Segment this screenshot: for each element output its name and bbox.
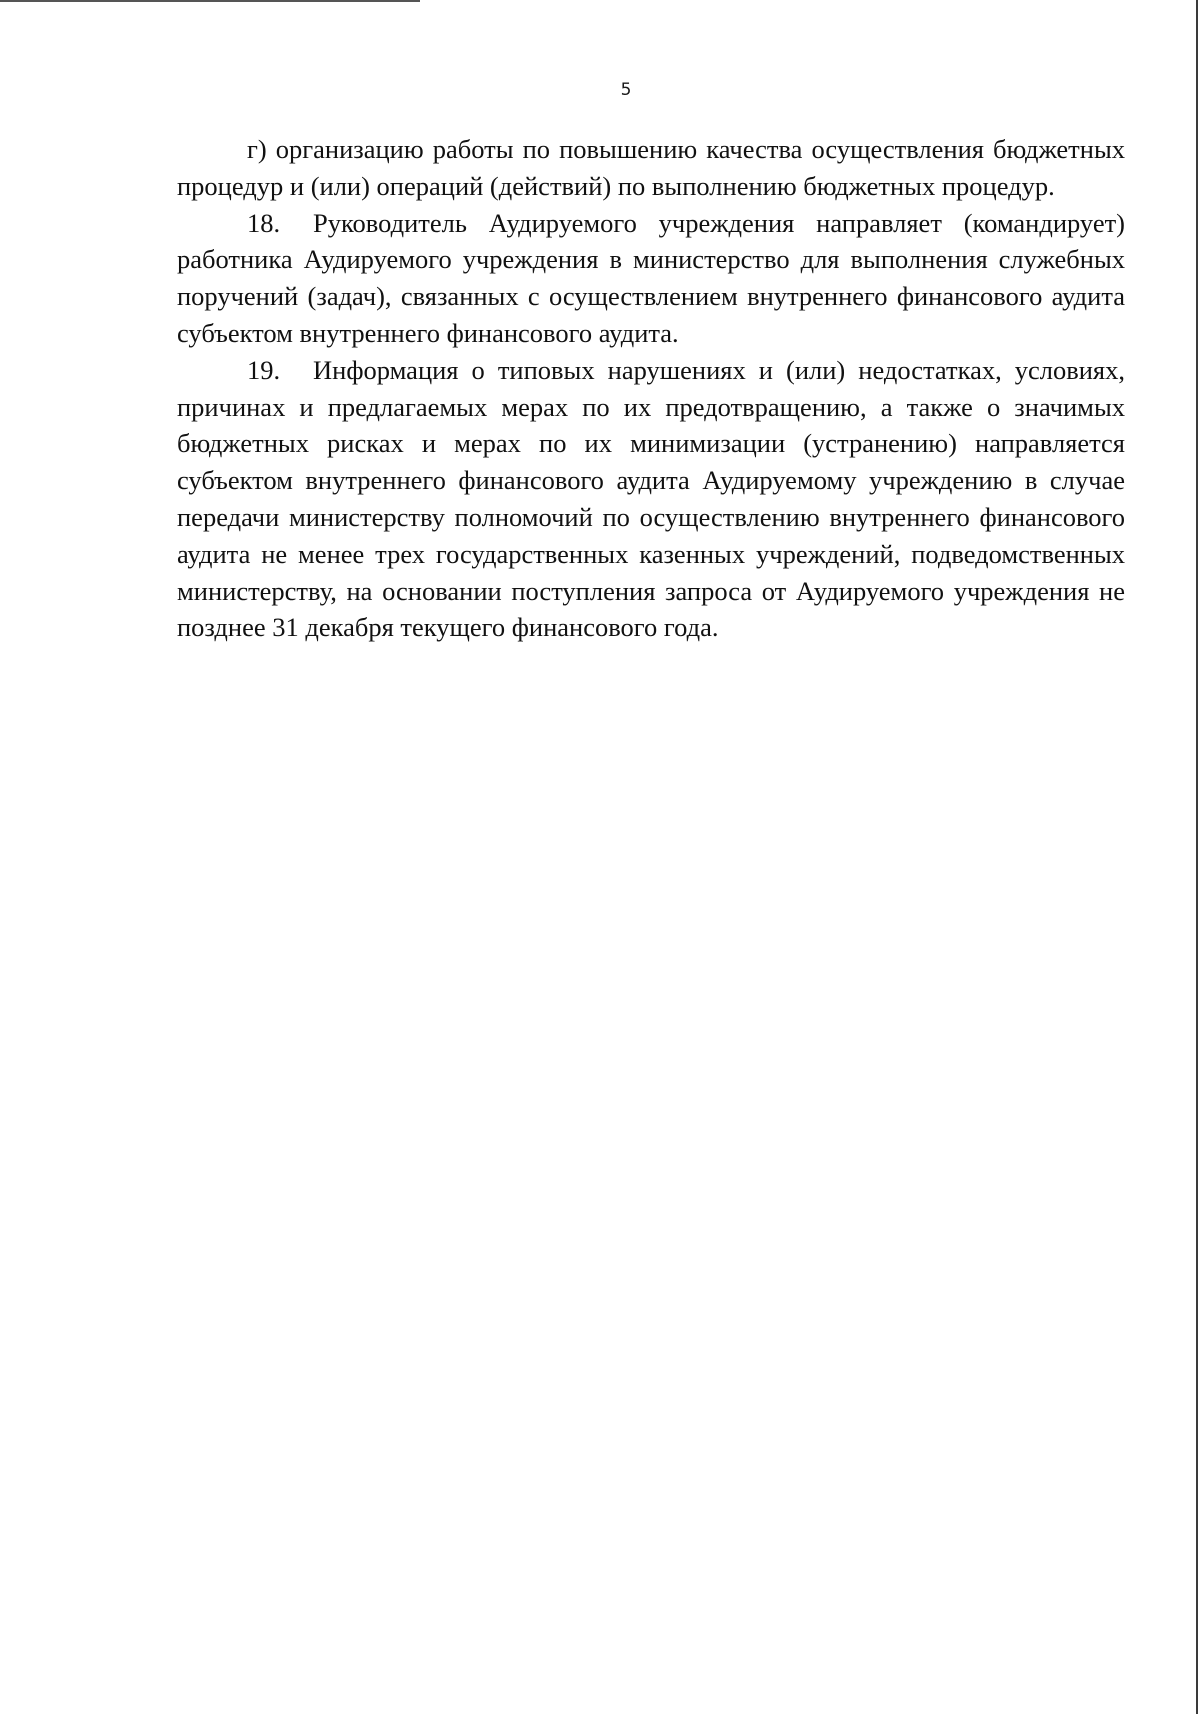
paragraph-18 <box>177 205 1125 352</box>
paragraph-18-text: Руководитель Аудируемого учреждения направляет (командирует) работника Аудируемого учреждения в министерство для выполнения служебных поручений (задач), связанных с осуществлением внутреннего финансового аудита субъектом внутреннего финансового аудита. <box>177 207 1125 348</box>
document-body <box>177 131 1125 646</box>
scan-edge-top <box>0 0 420 2</box>
paragraph-g-text: г) организацию работы по повышению качества осуществления бюджетных процедур и (или) операций (действий) по выполнению бюджетных процедур. <box>177 134 1125 201</box>
paragraph-19 <box>177 352 1125 646</box>
page-number: 5 <box>620 80 632 100</box>
paragraph-18-number: 18. <box>247 207 281 238</box>
paragraph-19-text: Информация о типовых нарушениях и (или) недостатках, условиях, причинах и предлагаемых мерах по их предотвращению, а также о значимых бюджетных рисках и мерах по их минимизации (устранению) направляется субъектом внутреннего финансового аудита Аудируемому учреждению в случае передачи министерству полномочий по осуществлению внутреннего финансового аудита не менее трех государственных казенных учреждений, подведомственных министерству, на основании поступления запроса от Аудируемого учреждения не позднее 31 декабря текущего финансового года. <box>177 354 1125 643</box>
paragraph-g <box>177 131 1125 205</box>
paragraph-19-number: 19. <box>247 354 281 385</box>
scan-edge-right <box>1196 0 1198 1714</box>
